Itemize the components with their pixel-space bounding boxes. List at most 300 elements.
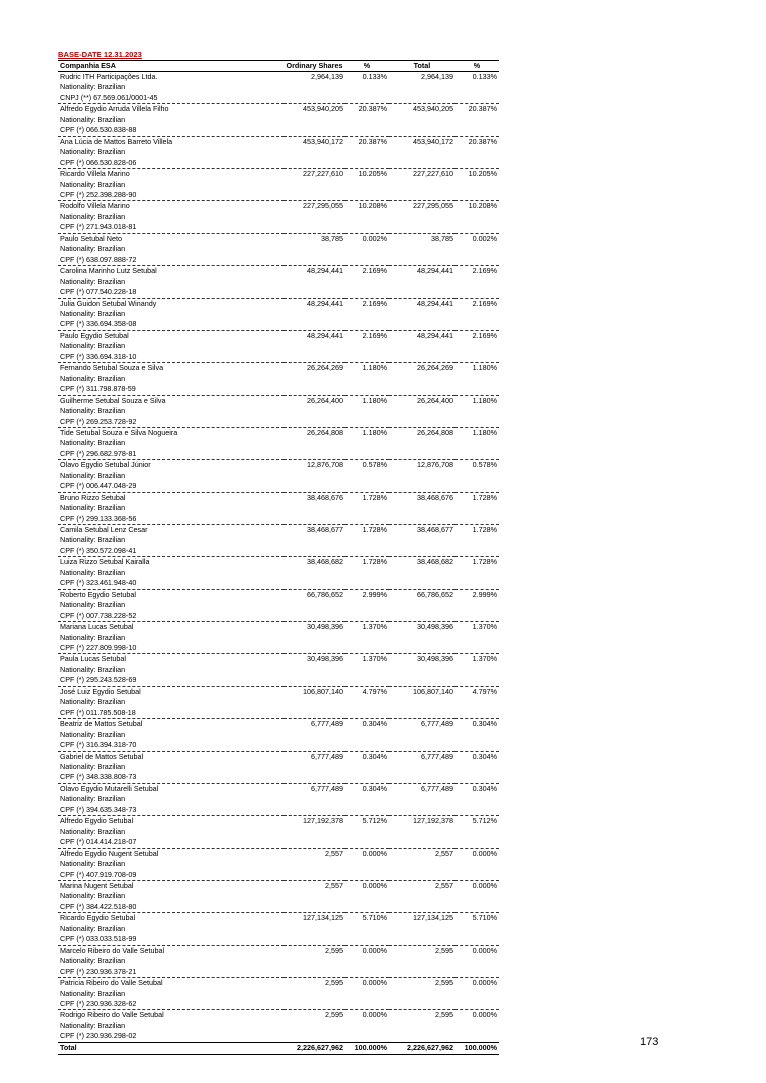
table-row (58, 525, 499, 536)
table-row-nationality (58, 568, 499, 578)
table-row-nationality (58, 956, 499, 966)
total-percent-value: 2.169% (472, 298, 497, 308)
percent-value: 2.169% (362, 330, 387, 340)
total-percent-value: 1.180% (472, 395, 497, 405)
ordinary-shares-value: 2,557 (325, 848, 343, 858)
total-percent-value: 1.370% (472, 622, 497, 632)
table-row-nationality (58, 535, 499, 545)
shareholder-name: Alfredo Egydio Setubal (60, 816, 134, 826)
table-row-nationality (58, 341, 499, 351)
table-row-nationality (58, 438, 499, 448)
shareholder-tax-id: CPF (*) 006.447.048-29 (58, 481, 499, 492)
shareholder-nationality: Nationality: Brazilian (60, 891, 126, 901)
shareholder-nationality: Nationality: Brazilian (60, 147, 126, 157)
table-row-nationality (58, 730, 499, 740)
total-value: 2,595 (435, 978, 453, 988)
table-row-nationality (58, 827, 499, 837)
total-value: 106,807,140 (413, 686, 453, 696)
shareholder-nationality: Nationality: Brazilian (60, 114, 126, 124)
percent-value: 1.728% (362, 557, 387, 567)
table-row-nationality (58, 891, 499, 901)
total-percent-value: 1.728% (472, 557, 497, 567)
table-row (58, 492, 499, 503)
total-value: 2,964,139 (421, 72, 453, 81)
percent-value: 0.304% (362, 783, 387, 793)
shareholder-nationality: Nationality: Brazilian (60, 697, 126, 707)
shareholder-tax-id: CPF (*) 230.936.298-02 (58, 1031, 499, 1042)
shareholder-nationality: Nationality: Brazilian (60, 503, 126, 513)
table-row-id (58, 870, 499, 881)
shareholder-tax-id: CPF (*) 299.133.368-56 (58, 514, 499, 525)
percent-value: 5.712% (362, 816, 387, 826)
shareholder-tax-id: CPF (*) 252.398.288-90 (58, 190, 499, 201)
ordinary-shares-value: 2,595 (325, 945, 343, 955)
table-row (58, 427, 499, 438)
percent-value: 1.370% (362, 654, 387, 664)
table-row-nationality (58, 115, 499, 125)
percent-value: 0.000% (362, 880, 387, 890)
shareholder-tax-id: CPF (*) 394.635.348-73 (58, 805, 499, 816)
shareholder-nationality: Nationality: Brazilian (60, 632, 126, 642)
ordinary-shares-value: 48,294,441 (307, 266, 343, 276)
shareholder-name: Beatriz de Mattos Setubal (60, 719, 143, 729)
total-percent-value: 0.304% (472, 783, 497, 793)
table-row (58, 557, 499, 568)
total-percent-value: 2.169% (472, 266, 497, 276)
total-value: 453,940,205 (413, 104, 453, 114)
shareholders-table (58, 60, 499, 1055)
table-row-id (58, 902, 499, 913)
shareholder-name: Guilherme Setubal Souza e Silva (60, 395, 166, 405)
shareholder-nationality: Nationality: Brazilian (60, 438, 126, 448)
ordinary-shares-value: 38,785 (321, 233, 343, 243)
percent-value: 20.387% (358, 136, 387, 146)
table-row-nationality (58, 82, 499, 92)
header-ordinary-shares: Ordinary Shares (284, 61, 345, 72)
shareholder-name: Rodolfo Villela Marino (60, 201, 130, 211)
percent-value: 2.169% (362, 266, 387, 276)
ordinary-shares-value: 453,940,172 (303, 136, 343, 146)
table-row-nationality (58, 212, 499, 222)
total-value: 453,940,172 (413, 136, 453, 146)
header-total: Total (389, 61, 455, 72)
table-row (58, 654, 499, 665)
shareholder-tax-id: CPF (*) 336.694.318-10 (58, 352, 499, 363)
header-total-percent: % (455, 61, 499, 72)
percent-value: 0.000% (362, 945, 387, 955)
ordinary-shares-value: 227,295,055 (303, 201, 343, 211)
total-value: 227,227,610 (413, 169, 453, 179)
total-percent-value: 0.000% (472, 880, 497, 890)
total-percent-value: 4.797% (472, 686, 497, 696)
ordinary-shares-value: 26,264,400 (307, 395, 343, 405)
total-value: 48,294,441 (417, 298, 453, 308)
percent-value: 0.578% (362, 460, 387, 470)
ordinary-shares-value: 30,498,396 (307, 622, 343, 632)
total-value: 127,192,378 (413, 816, 453, 826)
table-row-id (58, 546, 499, 557)
table-row-id (58, 352, 499, 363)
header-company: Companhia ESA (58, 61, 284, 72)
table-row-id (58, 319, 499, 330)
ordinary-shares-value: 127,134,125 (303, 913, 343, 923)
ordinary-shares-value: 227,227,610 (303, 169, 343, 179)
shareholder-name: Mariana Lucas Setubal (60, 622, 134, 632)
percent-value: 0.304% (362, 719, 387, 729)
shareholder-tax-id: CPF (*) 348.338.808-73 (58, 772, 499, 783)
total-value: 26,264,400 (417, 395, 453, 405)
total-value: 48,294,441 (417, 266, 453, 276)
total-value: 2,595 (435, 945, 453, 955)
total-value: 66,786,652 (417, 589, 453, 599)
header-percent: % (345, 61, 389, 72)
percent-value: 1.180% (362, 427, 387, 437)
ordinary-shares-value: 26,264,808 (307, 427, 343, 437)
table-row-id (58, 708, 499, 719)
table-row (58, 783, 499, 794)
shareholder-name: Bruno Rizzo Setubal (60, 492, 126, 502)
total-percent-value: 0.000% (472, 945, 497, 955)
shareholder-name: Paulo Setubal Neto (60, 233, 122, 243)
total-value: 26,264,269 (417, 363, 453, 373)
shareholder-tax-id: CPF (*) 227.809.998-10 (58, 643, 499, 654)
page-number: 173 (640, 1036, 659, 1048)
percent-value: 1.728% (362, 492, 387, 502)
total-value: 48,294,441 (417, 330, 453, 340)
total-percent-value: 1.370% (472, 654, 497, 664)
table-row-id (58, 772, 499, 783)
percent-value: 0.000% (362, 1010, 387, 1020)
shareholder-nationality: Nationality: Brazilian (60, 567, 126, 577)
total-percent-value: 10.208% (468, 201, 497, 211)
table-row (58, 395, 499, 406)
total-value: 227,295,055 (413, 201, 453, 211)
shareholder-tax-id: CPF (*) 271.943.018-81 (58, 222, 499, 233)
table-row (58, 589, 499, 600)
table-row-id (58, 578, 499, 589)
table-row-nationality (58, 147, 499, 157)
shareholder-tax-id: CPF (*) 230.936.328-62 (58, 999, 499, 1010)
shareholder-name: Carolina Marinho Lutz Setubal (60, 266, 157, 276)
table-row-nationality (58, 471, 499, 481)
total-value: 26,264,808 (417, 427, 453, 437)
total-value: 30,498,396 (417, 622, 453, 632)
shareholder-tax-id: CPF (*) 269.253.728-92 (58, 417, 499, 428)
shareholder-tax-id: CPF (*) 311.798.878-59 (58, 384, 499, 395)
table-row (58, 298, 499, 309)
total-value: 127,134,125 (413, 913, 453, 923)
table-row-id (58, 1031, 499, 1042)
shareholder-name: Alfredo Egydio Arruda Villela Filho (60, 104, 169, 114)
shareholder-tax-id: CPF (*) 230.936.378-21 (58, 967, 499, 978)
table-row (58, 136, 499, 147)
shareholder-name: Marcelo Ribeiro do Valle Setubal (60, 945, 165, 955)
shareholder-name: Ricardo Egydio Setubal (60, 913, 136, 923)
table-row (58, 719, 499, 730)
shareholder-nationality: Nationality: Brazilian (60, 729, 126, 739)
shareholder-name: Ana Lúcia de Mattos Barreto Villela (60, 136, 173, 146)
table-row-id (58, 999, 499, 1010)
ordinary-shares-value: 6,777,489 (311, 751, 343, 761)
table-row (58, 622, 499, 633)
percent-value: 20.387% (358, 104, 387, 114)
shareholder-tax-id: CPF (*) 336.694.358-08 (58, 319, 499, 330)
table-row-id (58, 222, 499, 233)
percent-value: 0.000% (362, 978, 387, 988)
table-row-id (58, 514, 499, 525)
table-row-id (58, 417, 499, 428)
table-row (58, 363, 499, 374)
table-row-nationality (58, 665, 499, 675)
shareholder-nationality: Nationality: Brazilian (60, 956, 126, 966)
shareholder-nationality: Nationality: Brazilian (60, 470, 126, 480)
shareholder-nationality: Nationality: Brazilian (60, 859, 126, 869)
table-row-nationality (58, 277, 499, 287)
shareholder-nationality: Nationality: Brazilian (60, 535, 126, 545)
table-row (58, 233, 499, 244)
shareholder-name: Rodrigo Ribeiro do Valle Setubal (60, 1010, 164, 1020)
shareholder-tax-id: CPF (*) 014.414.218-07 (58, 837, 499, 848)
shareholder-name: Olavo Egydio Mutarelli Setubal (60, 783, 159, 793)
total-value: 2,557 (435, 880, 453, 890)
table-row (58, 945, 499, 956)
shareholder-table-page (58, 50, 499, 1055)
total-percent-value: 1.728% (472, 525, 497, 535)
shareholder-nationality: Nationality: Brazilian (60, 762, 126, 771)
ordinary-shares-value: 6,777,489 (311, 719, 343, 729)
shareholder-name: Julia Guidon Setubal Winandy (60, 298, 157, 308)
table-row (58, 104, 499, 115)
table-row-id (58, 255, 499, 266)
total-percent-value: 5.710% (472, 913, 497, 923)
percent-value: 1.180% (362, 395, 387, 405)
ordinary-shares-value: 127,192,378 (303, 816, 343, 826)
total-percent-value: 10.205% (468, 169, 497, 179)
table-row-nationality (58, 633, 499, 643)
percent-value: 5.710% (362, 913, 387, 923)
shareholder-tax-id: CPF (*) 407.919.708-09 (58, 870, 499, 881)
shareholder-tax-id: CPF (*) 066.530.828-06 (58, 158, 499, 169)
shareholder-nationality: Nationality: Brazilian (60, 244, 126, 254)
ordinary-shares-value: 2,595 (325, 978, 343, 988)
shareholder-name: Tide Setubal Souza e Silva Nogueira (60, 427, 178, 437)
total-percent-value: 0.000% (472, 978, 497, 988)
total-row (58, 1042, 499, 1054)
table-row-nationality (58, 762, 499, 772)
table-row-id (58, 675, 499, 686)
table-row (58, 848, 499, 859)
table-row-id (58, 190, 499, 201)
table-row-id (58, 934, 499, 945)
percent-value: 2.999% (362, 589, 387, 599)
shareholder-name: Camila Setubal Lenz Cesar (60, 525, 148, 535)
total-percent-value: 0.304% (472, 751, 497, 761)
ordinary-shares-value: 66,786,652 (307, 589, 343, 599)
percent-value: 4.797% (362, 686, 387, 696)
total-value: 2,557 (435, 848, 453, 858)
percent-value: 10.205% (358, 169, 387, 179)
table-row (58, 1010, 499, 1021)
table-row-nationality (58, 374, 499, 384)
total-percent-value: 1.180% (472, 363, 497, 373)
shareholder-name: Rudric ITH Participações Ltda. (60, 72, 158, 81)
table-row-id (58, 125, 499, 136)
table-row-nationality (58, 503, 499, 513)
shareholder-nationality: Nationality: Brazilian (60, 82, 126, 92)
total-shares: 2,226,627,962 (284, 1042, 345, 1054)
percent-value: 0.304% (362, 751, 387, 761)
total-percent-value: 2.999% (472, 589, 497, 599)
total-percent-value: 1.728% (472, 492, 497, 502)
shareholder-nationality: Nationality: Brazilian (60, 276, 126, 286)
table-row-id (58, 740, 499, 751)
shareholder-nationality: Nationality: Brazilian (60, 406, 126, 416)
percent-value: 2.169% (362, 298, 387, 308)
total-percent-value: 0.002% (472, 233, 497, 243)
shareholder-tax-id: CPF (*) 384.422.518-80 (58, 902, 499, 913)
table-row-nationality (58, 180, 499, 190)
total-percent-value: 5.712% (472, 816, 497, 826)
shareholder-name: Ricardo Villela Marino (60, 169, 130, 179)
table-row-nationality (58, 600, 499, 610)
shareholder-name: Olavo Egydio Setubal Júnior (60, 460, 151, 470)
table-row-nationality (58, 989, 499, 999)
table-row-id (58, 611, 499, 622)
total-percent: 100.000% (345, 1042, 389, 1054)
shareholder-tax-id: CPF (*) 066.530.838-88 (58, 125, 499, 136)
percent-value: 0.002% (362, 233, 387, 243)
shareholder-nationality: Nationality: Brazilian (60, 1020, 126, 1030)
ordinary-shares-value: 38,468,682 (307, 557, 343, 567)
table-row-id (58, 287, 499, 298)
table-row (58, 72, 499, 83)
table-row-nationality (58, 924, 499, 934)
total-percent-value: 0.578% (472, 460, 497, 470)
shareholder-nationality: Nationality: Brazilian (60, 664, 126, 674)
table-row-nationality (58, 859, 499, 869)
table-row (58, 201, 499, 212)
total-percent-value: 1.180% (472, 427, 497, 437)
shareholder-nationality: Nationality: Brazilian (60, 179, 126, 189)
ordinary-shares-value: 48,294,441 (307, 298, 343, 308)
table-row (58, 686, 499, 697)
total-percent-value: 0.000% (472, 1010, 497, 1020)
table-row-id (58, 481, 499, 492)
shareholder-nationality: Nationality: Brazilian (60, 341, 126, 351)
total-percent-value: 0.000% (472, 848, 497, 858)
shareholder-tax-id: CPF (*) 007.738.228-52 (58, 611, 499, 622)
total-value: 30,498,396 (417, 654, 453, 664)
shareholder-name: Gabriel de Mattos Setubal (60, 751, 144, 761)
shareholder-name: Luiza Rizzo Setubal Kairalla (60, 557, 150, 567)
shareholder-tax-id: CPF (*) 296.682.978-81 (58, 449, 499, 460)
percent-value: 0.000% (362, 848, 387, 858)
ordinary-shares-value: 453,940,205 (303, 104, 343, 114)
shareholder-nationality: Nationality: Brazilian (60, 211, 126, 221)
table-body (58, 72, 499, 1043)
shareholder-nationality: Nationality: Brazilian (60, 600, 126, 610)
total-value: 2,595 (435, 1010, 453, 1020)
total-percent-value: 2.169% (472, 330, 497, 340)
table-row (58, 978, 499, 989)
base-date-heading: BASE-DATE 12.31.2023 (58, 50, 142, 59)
table-row-id (58, 93, 499, 104)
ordinary-shares-value: 2,557 (325, 880, 343, 890)
table-row-nationality (58, 406, 499, 416)
ordinary-shares-value: 38,468,677 (307, 525, 343, 535)
total-value: 38,468,676 (417, 492, 453, 502)
table-row (58, 460, 499, 471)
ordinary-shares-value: 12,876,708 (307, 460, 343, 470)
table-row-id (58, 837, 499, 848)
shareholder-nationality: Nationality: Brazilian (60, 373, 126, 383)
total-percent-value: 0.304% (472, 719, 497, 729)
table-row (58, 266, 499, 277)
total-percent-value: 20.387% (468, 136, 497, 146)
table-row-id (58, 384, 499, 395)
table-row-id (58, 967, 499, 978)
table-row-nationality (58, 309, 499, 319)
shareholder-tax-id: CPF (*) 077.540.228-18 (58, 287, 499, 298)
table-row-nationality (58, 794, 499, 804)
table-header-row (58, 61, 499, 72)
shareholder-tax-id: CPF (*) 011.785.508-18 (58, 708, 499, 719)
percent-value: 10.208% (358, 201, 387, 211)
table-row (58, 169, 499, 180)
shareholder-name: Alfredo Egydio Nugent Setubal (60, 848, 159, 858)
ordinary-shares-value: 30,498,396 (307, 654, 343, 664)
shareholder-nationality: Nationality: Brazilian (60, 826, 126, 836)
shareholder-name: Patricia Ribeiro do Valle Setubal (60, 978, 163, 988)
shareholder-name: Fernando Setubal Souza e Silva (60, 363, 164, 373)
shareholder-name: José Luiz Egydio Setubal (60, 686, 141, 696)
total-value: 6,777,489 (421, 751, 453, 761)
percent-value: 0.133% (362, 72, 387, 81)
shareholder-nationality: Nationality: Brazilian (60, 308, 126, 318)
table-row-id (58, 158, 499, 169)
total-value: 6,777,489 (421, 719, 453, 729)
percent-value: 1.370% (362, 622, 387, 632)
table-row (58, 880, 499, 891)
ordinary-shares-value: 2,595 (325, 1010, 343, 1020)
total-percent-value: 0.133% (472, 72, 497, 81)
total-value: 12,876,708 (417, 460, 453, 470)
shareholder-nationality: Nationality: Brazilian (60, 923, 126, 933)
table-row-nationality (58, 697, 499, 707)
table-row (58, 816, 499, 827)
shareholder-name: Paulo Egydio Setubal (60, 330, 129, 340)
table-row-id (58, 643, 499, 654)
shareholder-tax-id: CPF (*) 033.033.518-99 (58, 934, 499, 945)
table-row-nationality (58, 244, 499, 254)
table-row (58, 751, 499, 762)
table-row-id (58, 805, 499, 816)
total-total-percent: 100.000% (455, 1042, 499, 1054)
total-percent-value: 20.387% (468, 104, 497, 114)
shareholder-nationality: Nationality: Brazilian (60, 988, 126, 998)
shareholder-tax-id: CNPJ (**) 67.569.061/0001-45 (58, 93, 499, 104)
shareholder-nationality: Nationality: Brazilian (60, 794, 126, 804)
table-row-nationality (58, 1021, 499, 1031)
total-value: 38,468,677 (417, 525, 453, 535)
shareholder-name: Roberto Egydio Setubal (60, 589, 136, 599)
total-value: 38,468,682 (417, 557, 453, 567)
shareholder-tax-id: CPF (*) 323.461.948-40 (58, 578, 499, 589)
percent-value: 1.728% (362, 525, 387, 535)
shareholder-tax-id: CPF (*) 638.097.888-72 (58, 255, 499, 266)
table-row (58, 913, 499, 924)
percent-value: 1.180% (362, 363, 387, 373)
